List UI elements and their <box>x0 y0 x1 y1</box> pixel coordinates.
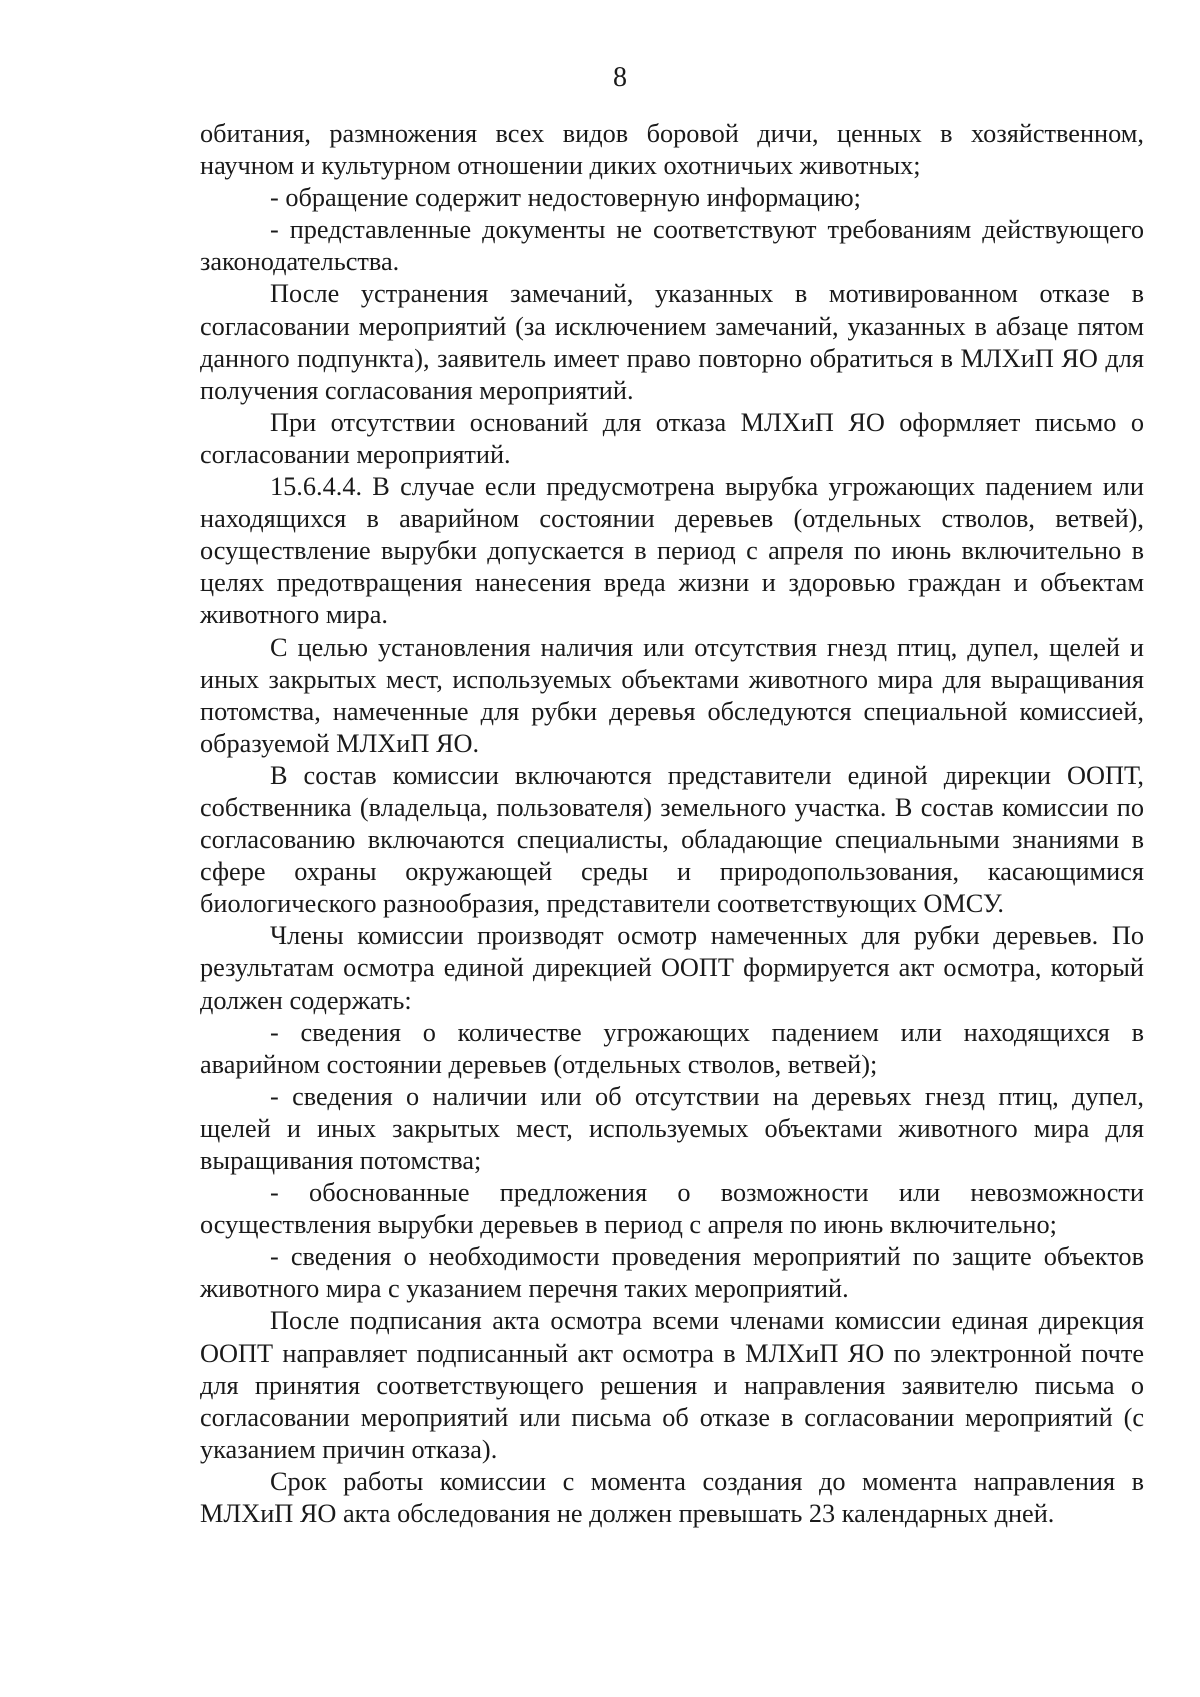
paragraph-commission-composition: В состав комиссии включаются представители единой дирекции ООПТ, собственника (владельца, пользователя) земельного участка. В состав комиссии по согласованию включаются специалисты, обладающие специальными знаниями в сфере охраны окружающей среды и природопользования, касающимися биологического разнообразия, представители соответствующих ОМСУ. <box>200 760 1144 919</box>
paragraph-15-6-4-4: 15.6.4.4. В случае если предусмотрена вырубка угрожающих падением или находящихся в аварийном состоянии деревьев (отдельных стволов, ветвей), осуществление вырубки допускается в период с апреля по июнь включительно в целях предотвращения нанесения вреда жизни и здоровью граждан и объектам животного мира. <box>200 472 1144 630</box>
paragraph-continuation: обитания, размножения всех видов боровой дичи, ценных в хозяйственном, научном и культурном отношении диких охотничьих животных; <box>200 119 1144 181</box>
paragraph-commission-inspection: С целью установления наличия или отсутствия гнезд птиц, дупел, щелей и иных закрытых мест, используемых объектами животного мира для выращивания потомства, намеченные для рубки деревья обследуются специальной комиссией, образуемой МЛХиП ЯО. <box>200 632 1144 758</box>
list-item-tree-count: - сведения о количестве угрожающих падением или находящихся в аварийном состоянии деревьев (отдельных стволов, ветвей); <box>200 1017 1144 1079</box>
document-body <box>200 118 1144 1530</box>
paragraph-inspection-act: Члены комиссии производят осмотр намеченных для рубки деревьев. По результатам осмотра единой дирекцией ООПТ формируется акт осмотра, который должен содержать: <box>200 921 1144 1015</box>
paragraph-act-submission: После подписания акта осмотра всеми членами комиссии единая дирекция ООПТ направляет подписанный акт осмотра в МЛХиП ЯО по электронной почте для принятия соответствующего решения и направления заявителю письма о согласовании мероприятий или письма об отказе в согласовании мероприятий (с указанием причин отказа). <box>200 1306 1144 1464</box>
list-item-unreliable-info: - обращение содержит недостоверную информацию; <box>270 183 861 213</box>
paragraph-approval-letter: При отсутствии оснований для отказа МЛХиП ЯО оформляет письмо о согласовании мероприятий. <box>200 407 1144 469</box>
page-number: 8 <box>613 62 627 93</box>
paragraph-commission-term: Срок работы комиссии с момента создания до момента направления в МЛХиП ЯО акта обследования не должен превышать 23 календарных дней. <box>200 1466 1144 1529</box>
list-item-proposals: - обоснованные предложения о возможности или невозможности осуществления вырубки деревьев в период с апреля по июнь включительно; <box>200 1178 1144 1240</box>
list-item-protection-measures: - сведения о необходимости проведения мероприятий по защите объектов животного мира с указанием перечня таких мероприятий. <box>200 1242 1144 1304</box>
list-item-nests: - сведения о наличии или об отсутствии на деревьях гнезд птиц, дупел, щелей и иных закрытых мест, используемых объектами животного мира для выращивания потомства; <box>200 1081 1144 1175</box>
paragraph-after-remarks: После устранения замечаний, указанных в мотивированном отказе в согласовании мероприятий (за исключением замечаний, указанных в абзаце пятом данного подпункта), заявитель имеет право повторно обратиться в МЛХиП ЯО для получения согласования мероприятий. <box>200 279 1144 405</box>
list-item-documents-noncompliant: - представленные документы не соответствуют требованиям действующего законодательства. <box>200 215 1144 277</box>
